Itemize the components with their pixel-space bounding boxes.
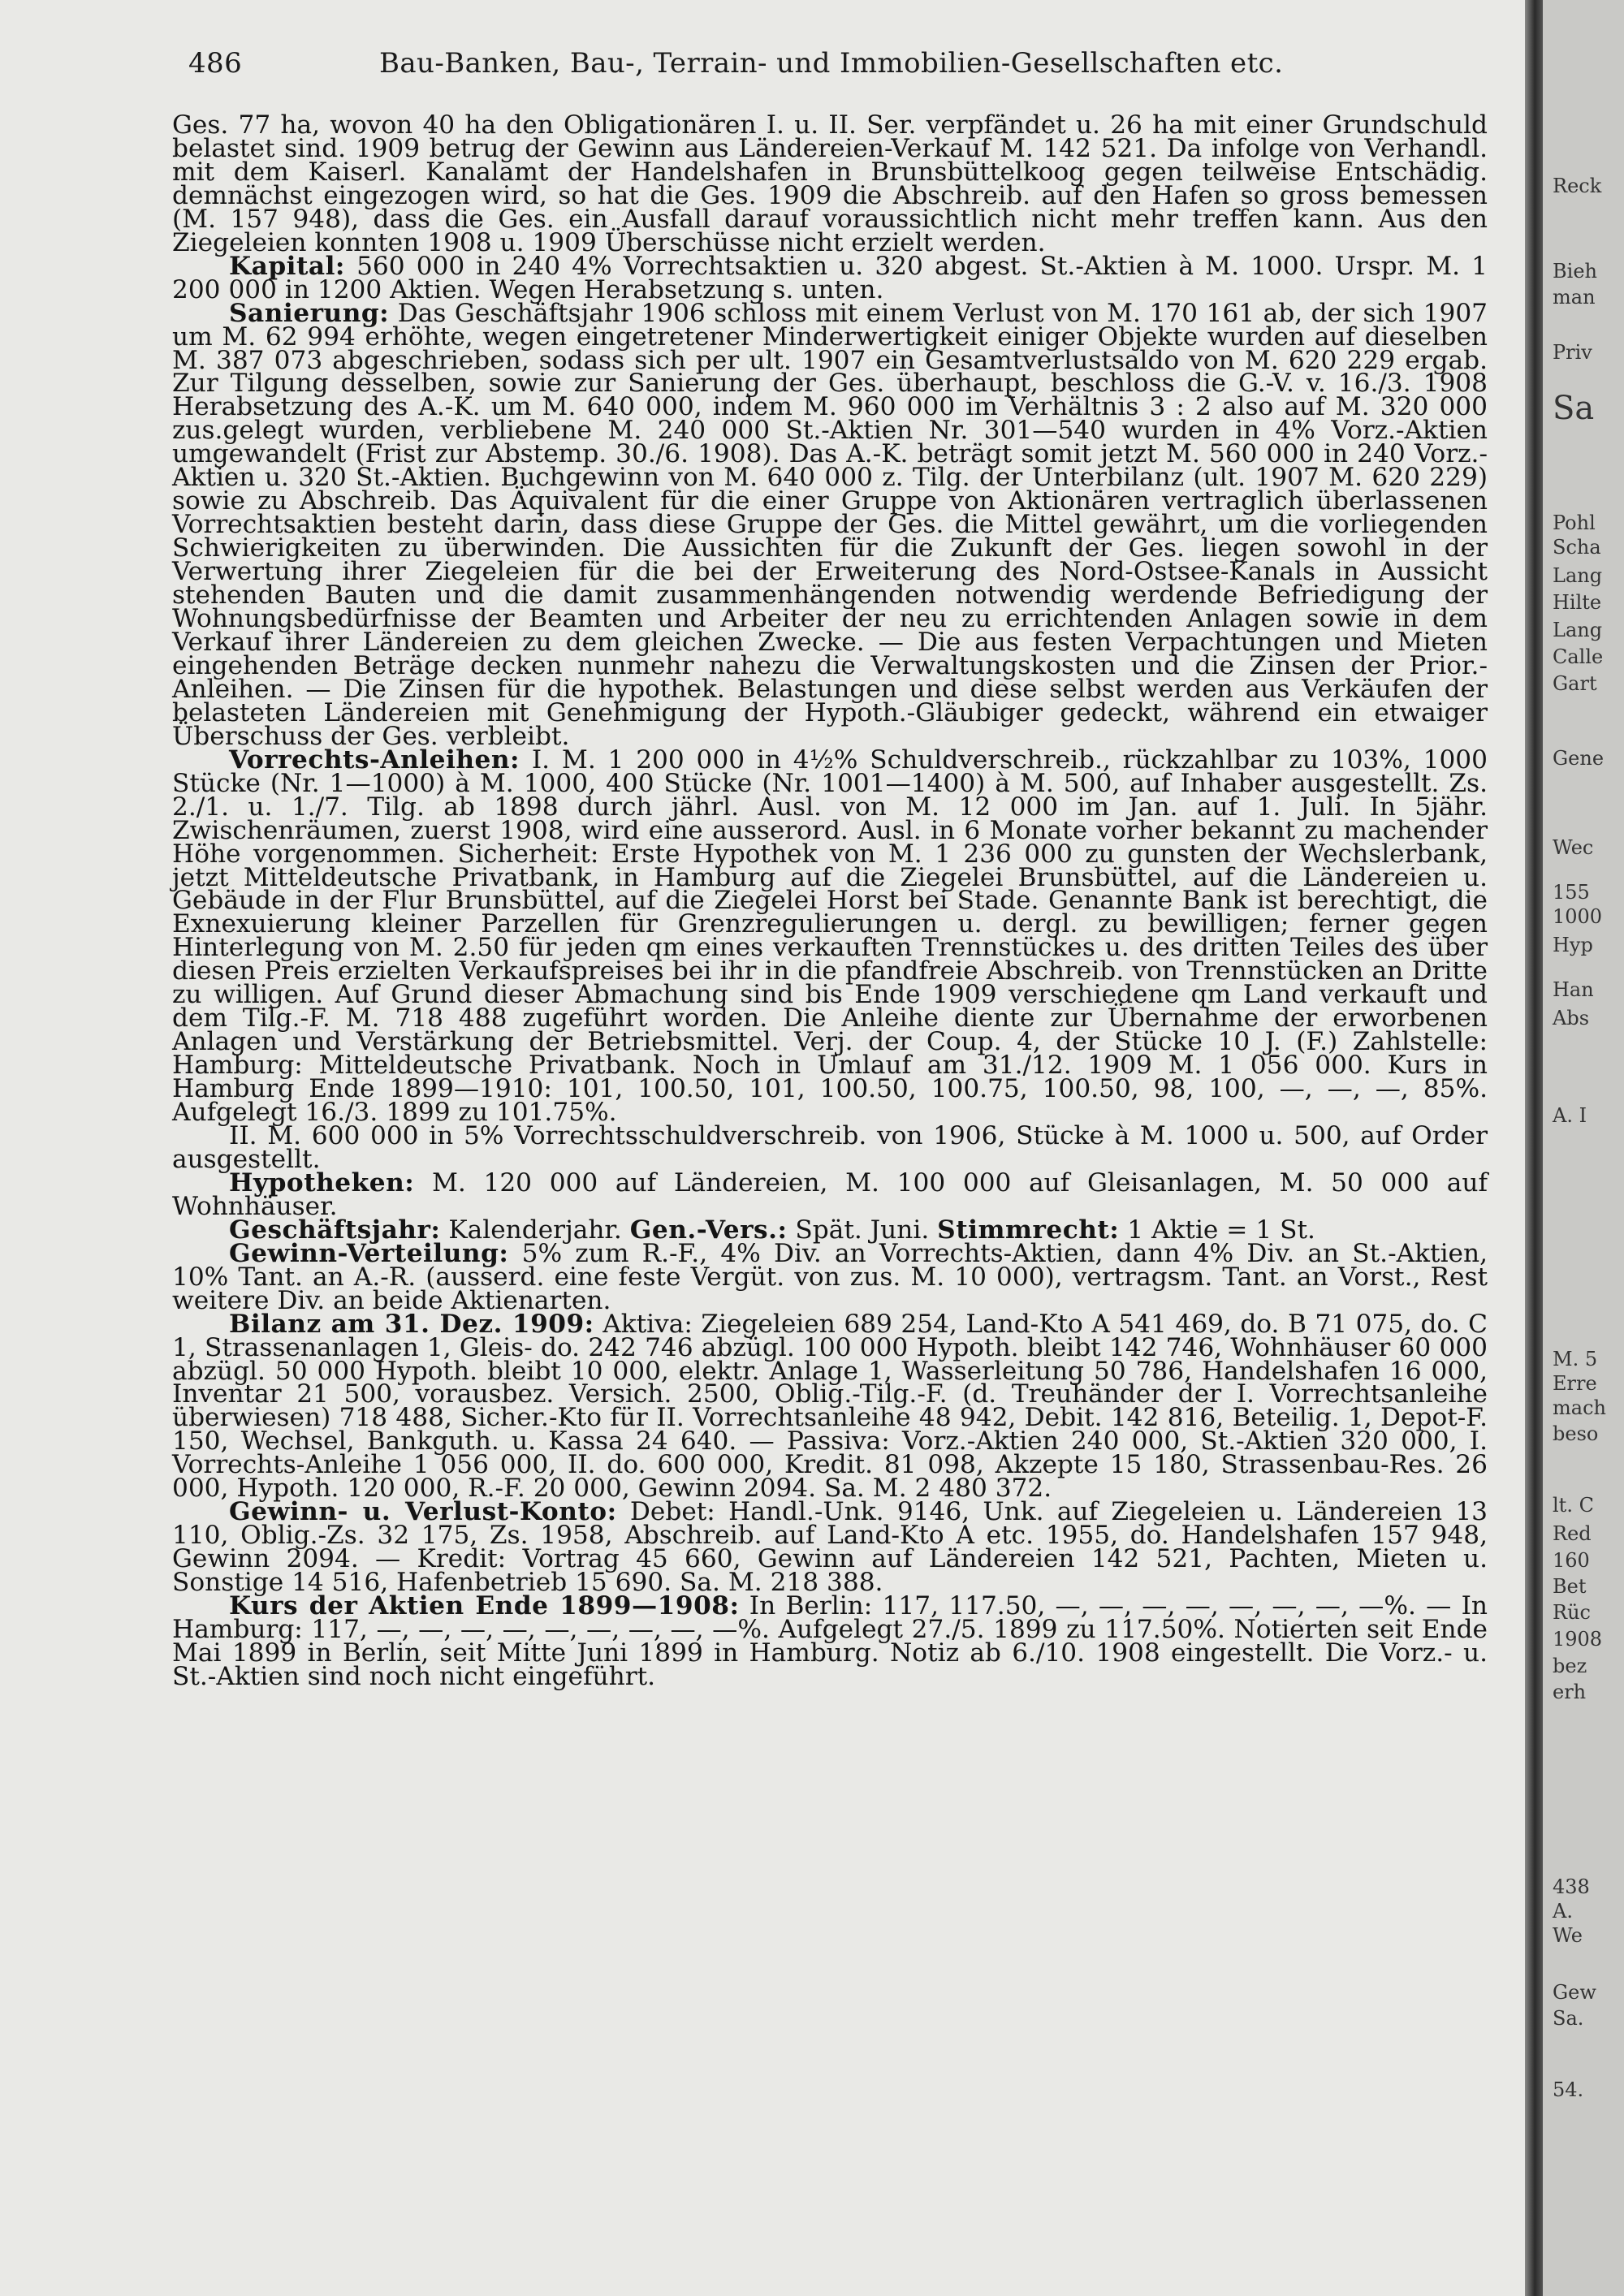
section-label: Bilanz am 31. Dez. 1909: [229,1309,594,1339]
margin-fragment: Bieh [1553,260,1597,283]
section-label: Kapital: [229,251,345,281]
paragraph-anleihe-ii: II. M. 600 000 in 5% Vorrechtsschuldverschreib. von 1906, Stücke à M. 1000 u. 500, auf Order ausgestellt. [172,1120,1488,1174]
paragraph-kurs-aktien: Kurs der Aktien Ende 1899—1908: In Berlin: 117, 117.50, —, —, —, —, —, —, —, —%. — In Hamburg: 117, —, —, —, —, —, —, —, —, —%. Aufgelegt 27./5. 1899 zu 117.50%. Notierten seit Ende Mai 1899 in Berlin, seit Mitte Juni 1899 in Hamburg. Notiz ab 6./10. 1908 eingestellt. Die Vorz.- u. St.-Aktien sind noch nicht eingeführt. [172,1591,1488,1691]
paragraph-kapital: Kapital: 560 000 in 240 4% Vorrechtsaktien u. 320 abgest. St.-Aktien à M. 1000. Urspr. M. 1 200 000 in 1200 Aktien. Wegen Herabsetzung s. unten. [172,251,1488,304]
margin-fragment: Red [1553,1522,1592,1545]
running-title: Bau-Banken, Bau-, Terrain- und Immobilien-Gesellschaften etc. [379,47,1284,80]
margin-fragment: Hilte [1553,591,1602,614]
margin-fragment: Abs [1553,1007,1590,1029]
margin-fragment: Calle [1553,645,1604,668]
body-text [172,110,1488,1691]
margin-fragment: Sa. [1553,2007,1584,2030]
margin-fragment: man [1553,286,1596,309]
margin-fragment: Erre [1553,1372,1597,1395]
paragraph-hypotheken: Hypotheken: M. 120 000 auf Ländereien, M. 100 000 auf Gleisanlagen, M. 50 000 auf Wohnhäuser. [172,1167,1488,1221]
margin-fragment: beso [1553,1422,1599,1445]
paragraph-bilanz: Bilanz am 31. Dez. 1909: Aktiva: Ziegeleien 689 254, Land-Kto A 541 469, do. B 71 075, do. C 1, Strassenanlagen 1, Gleis- do. 242 746 abzügl. 100 000 Hypoth. bleibt 142 746, Wohnhäuser 60 000 abzügl. 50 000 Hypoth. bleibt 10 000, elektr. Anlage 1, Wasserleitung 50 786, Handelshafen 16 000, Inventar 21 500, vorausbez. Versich. 2500, Oblig.-Tilg.-F. (d. Treuhänder der I. Vorrechtsanleihe überwiesen) 718 488, Sicher.-Kto für II. Vorrechtsanleihe 48 942, Debit. 142 816, Beteilig. 1, Depot-F. 150, Wechsel, Bankguth. u. Kassa 24 640. — Passiva: Vorz.-Aktien 240 000, St.-Aktien 320 000, I. Vorrechts-Anleihe 1 056 000, II. do. 600 000, Kredit. 81 098, Akzepte 15 180, Strassenbau-Res. 26 000, Hypoth. 120 000, R.-F. 20 000, Gewinn 2094. Sa. M. 2 480 372. [172,1309,1488,1504]
section-label: Kurs der Aktien Ende 1899—1908: [229,1591,740,1621]
section-label: Gewinn- u. Verlust-Konto: [229,1497,617,1527]
margin-fragment: Priv [1553,341,1592,364]
margin-fragment: 155 [1553,881,1590,904]
margin-fragment: Reck [1553,175,1602,197]
adjacent-page-strip [1543,0,1624,2296]
margin-fragment: 54. [1553,2078,1584,2101]
margin-fragment: Hyp [1553,934,1593,956]
margin-fragment: erh [1553,1681,1587,1703]
margin-fragment: Han [1553,978,1594,1001]
section-label: Geschäftsjahr: [229,1215,441,1245]
section-label: Stimmrecht: [937,1215,1120,1245]
margin-fragment: Pohl [1553,511,1596,534]
section-label: Gewinn-Verteilung: [229,1238,509,1268]
section-label: Vorrechts-Anleihen: [229,744,520,775]
margin-fragment: Gart [1553,672,1597,695]
section-label: Sanierung: [229,298,390,328]
margin-fragment: mach [1553,1396,1606,1419]
margin-fragment: A. [1553,1900,1573,1923]
margin-fragment: 438 [1553,1875,1590,1898]
margin-fragment: Wec [1553,836,1594,859]
margin-fragment: Lang [1553,564,1603,587]
margin-fragment: Gew [1553,1981,1596,2004]
margin-fragment: M. 5 [1553,1348,1598,1370]
margin-fragment: Scha [1553,536,1601,559]
paragraph-vorrechts-anleihen: Vorrechts-Anleihen: I. M. 1 200 000 in 4½% Schuldverschreib., rückzahlbar zu 103%, 1000 Stücke (Nr. 1—1000) à M. 1000, 400 Stücke (Nr. 1001—1400) à M. 500, auf Inhaber ausgestellt. Zs. 2./1. u. 1./7. Tilg. ab 1898 durch jährl. Ausl. von M. 12 000 im Jan. auf 1. Juli. In 5jähr. Zwischenräumen, zuerst 1908, wird eine ausserord. Ausl. in 6 Monate vorher bekannt zu machender Höhe vorgenommen. Sicherheit: Erste Hypothek von M. 1 236 000 zu gunsten der Wechslerbank, jetzt Mitteldeutsche Privatbank, in Hamburg auf die Ziegelei Brunsbüttel, auf die Ländereien u. Gebäude in der Flur Brunsbüttel, auf die Ziegelei Horst bei Stade. Genannte Bank ist berechtigt, die Exnexuierung kleiner Parzellen für Grenzregulierungen u. dergl. zu bewilligen; ferner gegen Hinterlegung von M. 2.50 für jeden qm eines verkauften Trennstückes u. des dritten Teiles des über diesen Preis erzielten Verkaufspreises bei ihr in die pfandfreie Abschreib. von Trennstücken an Dritte zu willigen. Auf Grund dieser Abmachung sind bis Ende 1909 verschiedene qm Land verkauft und dem Tilg.-F. M. 718 488 zugeführt worden. Die Anleihe diente zur Übernahme der erworbenen Anlagen und Verstärkung der Betriebsmittel. Verj. der Coup. 4, der Stücke 10 J. (F.) Zahlstelle: Hamburg: Mitteldeutsche Privatbank. Noch in Umlauf am 31./12. 1909 M. 1 056 000. Kurs in Hamburg Ende 1899—1910: 101, 100.50, 101, 100.50, 100.75, 100.50, 98, 100, —, —, —, 85%. Aufgelegt 16./3. 1899 zu 101.75%. [172,744,1488,1128]
page-number: 486 [188,47,243,80]
margin-fragment: bez [1553,1655,1587,1677]
margin-fragment: Rüc [1553,1601,1591,1624]
paragraph-geschaeftsjahr: Geschäftsjahr: Kalenderjahr. Gen.-Vers.: Spät. Juni. Stimmrecht: 1 Aktie = 1 St. [229,1215,1315,1245]
section-label: Hypotheken: [229,1167,415,1198]
margin-fragment: lt. C [1553,1494,1594,1517]
paragraph-gewinn-verlust: Gewinn- u. Verlust-Konto: Debet: Handl.-Unk. 9146, Unk. auf Ziegeleien u. Ländereien 13 110, Oblig.-Zs. 32 175, Zs. 1958, Abschreib. auf Land-Kto A etc. 1955, do. Handelshafen 157 948, Gewinn 2094. — Kredit: Vortrag 45 660, Gewinn auf Ländereien 142 521, Pachten, Mieten u. Sonstige 14 516, Hafenbetrieb 15 690. Sa. M. 218 388. [172,1497,1488,1598]
paragraph-sanierung: Sanierung: Das Geschäftsjahr 1906 schloss mit einem Verlust von M. 170 161 ab, der sich 1907 um M. 62 994 erhöhte, wegen eingetretener Minderwertigkeit einiger Objekte wurden auf dieselben M. 387 073 abgeschrieben, sodass sich per ult. 1907 ein Gesamtverlustsaldo von M. 620 229 ergab. Zur Tilgung desselben, sowie zur Sanierung der Ges. überhaupt, beschloss die G.-V. v. 16./3. 1908 Herabsetzung des A.-K. um M. 640 000, indem M. 960 000 im Verhältnis 3 : 2 also auf M. 320 000 zus.gelegt wurden, verbliebene M. 240 000 St.-Aktien Nr. 301—540 wurden in 4% Vorz.-Aktien umgewandelt (Frist zur Abstemp. 30./6. 1908). Das A.-K. beträgt somit jetzt M. 560 000 in 240 Vorz.-Aktien u. 320 St.-Aktien. Buchgewinn von M. 640 000 z. Tilg. der Unterbilanz (ult. 1907 M. 620 229) sowie zu Abschreib. Das Äquivalent für die einer Gruppe von Aktionären vertraglich überlassenen Vorrechtsaktien besteht darin, dass diese Gruppe der Ges. die Mittel gewährt, um die vorliegenden Schwierigkeiten zu überwinden. Die Aussichten für die Zukunft der Ges. liegen sowohl in der Verwertung ihrer Ziegeleien für die bei der Erweiterung des Nord-Ostsee-Kanals in Aussicht stehenden Bauten und die damit zusammenhängenden notwendig werdende Befriedigung der Wohnungsbedürfnisse der Beamten und Arbeiter der neu zu errichtenden Anlagen sowie in dem Verkauf ihrer Ländereien zu dem gleichen Zwecke. — Die aus festen Verpachtungen und Mieten eingehenden Beträge decken nunmehr nahezu die Verwaltungskosten und die Zinsen der Prior.-Anleihen. — Die Zinsen für die hypothek. Belastungen und diese selbst werden aus Verkäufen der belasteten Ländereien mit Genehmigung der Hypoth.-Gläubiger gedeckt, während ein etwaiger Überschuss der Ges. verbleibt. [172,298,1488,751]
margin-fragment: A. I [1553,1104,1587,1127]
margin-fragment: Sa [1553,390,1595,427]
margin-fragment: Gene [1553,747,1605,770]
paragraph-intro: Ges. 77 ha, wovon 40 ha den Obligationären I. u. II. Ser. verpfändet u. 26 ha mit einer Grundschuld belastet sind. 1909 betrug der Gewinn aus Ländereien-Verkauf M. 142 521. Da infolge von Verhandl. mit dem Kaiserl. Kanalamt der Handelshafen in Brunsbüttelkoog gegen teilweise Entschädig. demnächst eingezogen wird, so hat die Ges. 1909 die Abschreib. auf den Hafen so gross bemessen (M. 157 948), dass die Ges. ein Ausfall darauf voraussichtlich nicht mehr treffen kann. Aus den Ziegeleien konnten 1908 u. 1909 Überschüsse nicht erzielt werden. [172,110,1488,257]
section-label: Gen.-Vers.: [629,1215,788,1245]
margin-fragment: 1000 [1553,905,1603,928]
paragraph-gewinn-verteilung: Gewinn-Verteilung: 5% zum R.-F., 4% Div. an Vorrechts-Aktien, dann 4% Div. an St.-Aktien, 10% Tant. an A.-R. (ausserd. eine feste Vergüt. von zus. M. 10 000), vertragsm. Tant. an Vorst., Rest weitere Div. an beide Aktienarten. [172,1238,1488,1315]
book-gutter [1525,0,1543,2296]
margin-fragment: 160 [1553,1549,1590,1572]
margin-fragment: We [1553,1924,1583,1947]
margin-fragment: Lang [1553,619,1603,641]
margin-fragment: Bet [1553,1575,1587,1598]
margin-fragment: 1908 [1553,1628,1603,1651]
